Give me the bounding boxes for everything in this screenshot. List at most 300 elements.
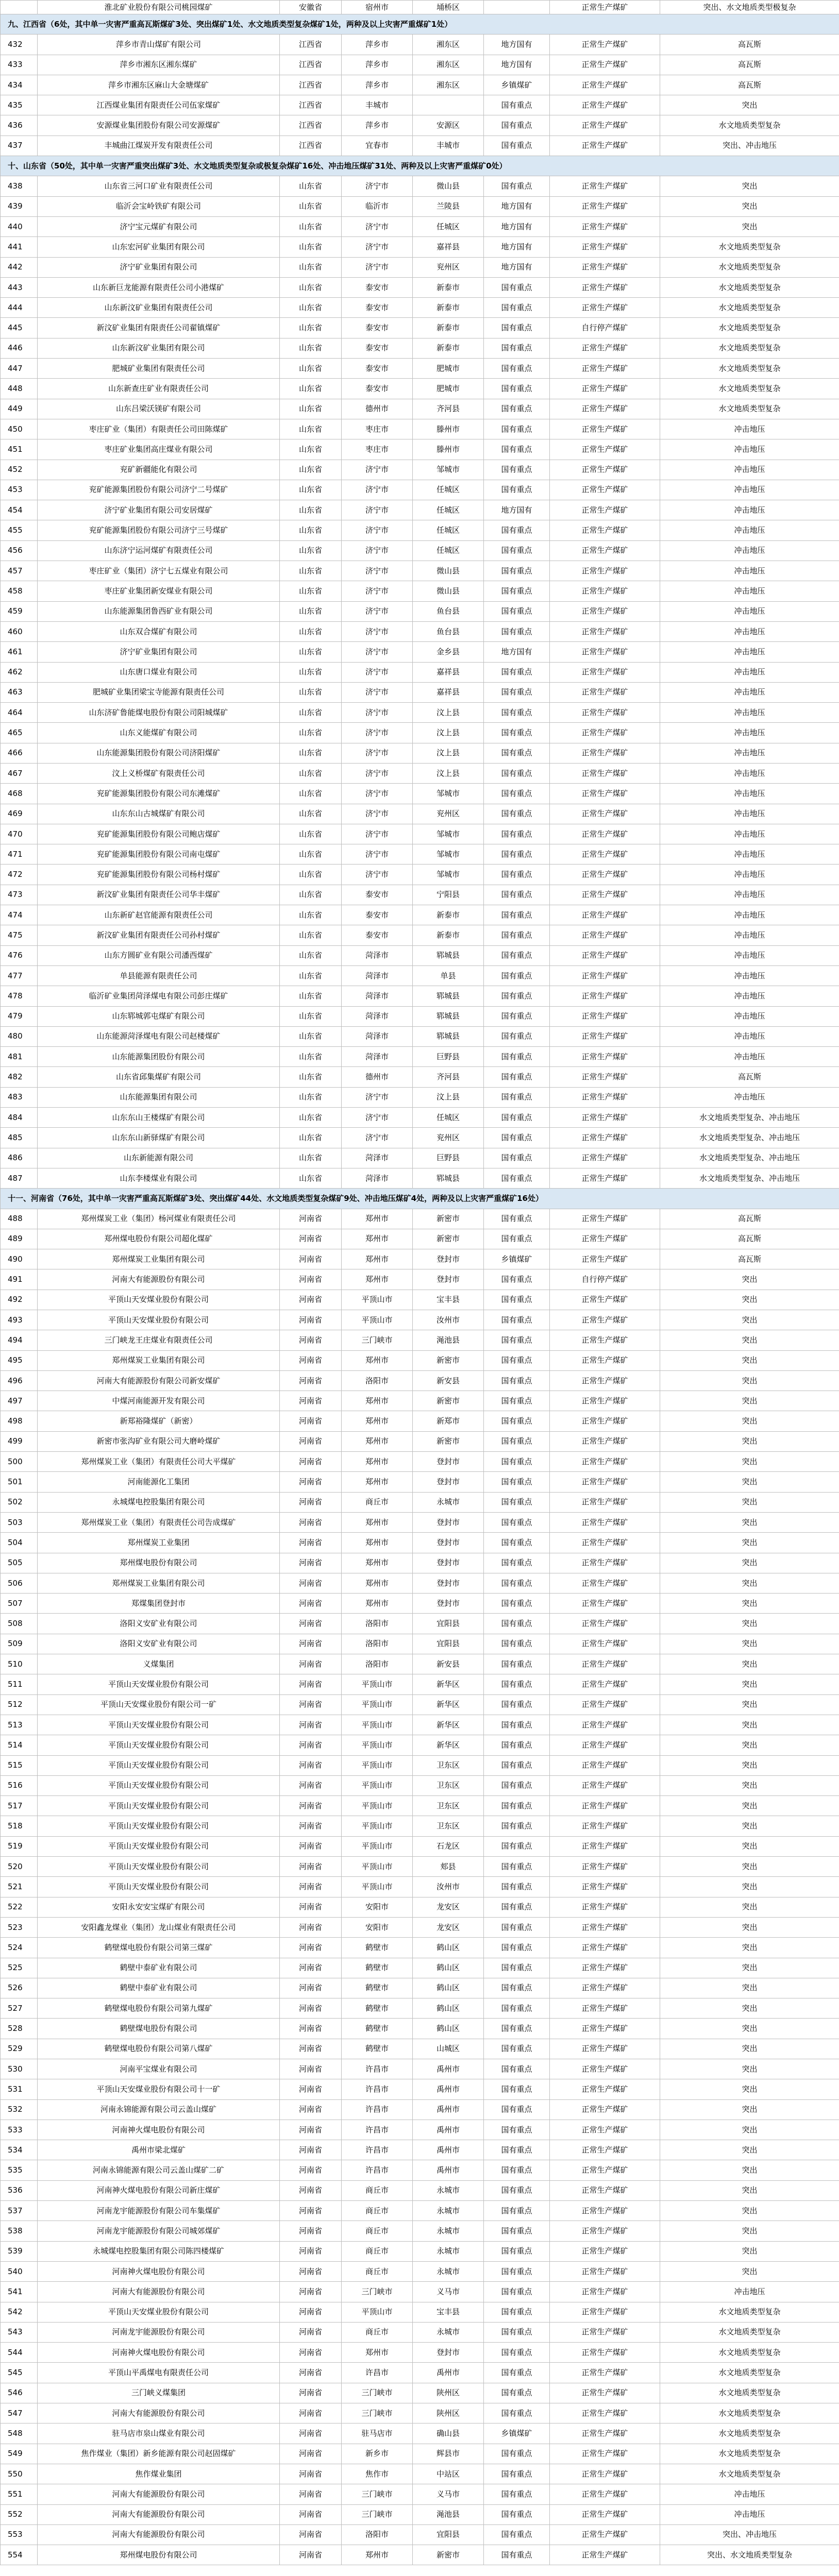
table-row <box>1 2383 839 2403</box>
row-number: 552 <box>1 2504 38 2524</box>
county: 微山县 <box>413 581 484 601</box>
province: 山东省 <box>280 865 342 885</box>
table-row <box>1 2160 839 2180</box>
county: 巨野县 <box>413 1148 484 1168</box>
row-number: 482 <box>1 1067 38 1087</box>
ownership: 国有重点 <box>484 2504 550 2524</box>
mine-name: 郑州煤炭工业集团 <box>38 1533 280 1553</box>
mine-name: 平顶山天安煤业股份有限公司 <box>38 1715 280 1735</box>
ownership: 国有重点 <box>484 359 550 379</box>
province: 河南省 <box>280 2444 342 2464</box>
county: 宜阳县 <box>413 1614 484 1634</box>
mine-name: 河南大有能源股份有限公司 <box>38 2504 280 2524</box>
row-number: 437 <box>1 135 38 156</box>
table-row <box>1 2504 839 2524</box>
production-status: 正常生产煤矿 <box>550 2201 660 2221</box>
city: 平顶山市 <box>342 1816 413 1836</box>
ownership: 国有重点 <box>484 925 550 945</box>
disaster-type: 水文地质类型复杂 <box>660 237 839 257</box>
ownership: 国有重点 <box>484 703 550 723</box>
county: 登封市 <box>413 2343 484 2363</box>
ownership: 国有重点 <box>484 1350 550 1370</box>
row-number: 459 <box>1 601 38 621</box>
disaster-type: 突出 <box>660 1594 839 1614</box>
ownership: 国有重点 <box>484 2261 550 2281</box>
row-number: 525 <box>1 1958 38 1978</box>
production-status: 正常生产煤矿 <box>550 986 660 1006</box>
mine-name: 郑州煤炭工业集团有限公司 <box>38 1249 280 1269</box>
disaster-type: 冲击地压 <box>660 1087 839 1107</box>
disaster-type: 冲击地压 <box>660 419 839 439</box>
row-number: 548 <box>1 2424 38 2444</box>
county: 新华区 <box>413 1735 484 1755</box>
mine-name: 山东新查庄矿业有限责任公司 <box>38 379 280 399</box>
county: 兖州区 <box>413 257 484 277</box>
ownership: 乡镇煤矿 <box>484 2424 550 2444</box>
county: 鹤山区 <box>413 1998 484 2019</box>
province: 山东省 <box>280 196 342 216</box>
province: 山东省 <box>280 621 342 641</box>
county: 卫东区 <box>413 1796 484 1816</box>
production-status: 正常生产煤矿 <box>550 1411 660 1431</box>
province: 河南省 <box>280 1857 342 1877</box>
disaster-type: 突出 <box>660 1816 839 1836</box>
table-row <box>1 1350 839 1370</box>
mine-name: 萍乡市青山煤矿有限公司 <box>38 35 280 55</box>
mine-name: 新密市张沟矿业有限公司大磨岭煤矿 <box>38 1431 280 1451</box>
table-row <box>1 784 839 804</box>
production-status: 正常生产煤矿 <box>550 2403 660 2424</box>
mine-name: 济宁矿业集团有限公司安居煤矿 <box>38 500 280 520</box>
production-status: 正常生产煤矿 <box>550 2140 660 2160</box>
city: 许昌市 <box>342 2079 413 2099</box>
mine-name: 三门峡龙王庄煤业有限责任公司 <box>38 1330 280 1350</box>
city: 安阳市 <box>342 1917 413 1937</box>
mine-name: 郑煤集团登封市 <box>38 1594 280 1614</box>
county: 丰城市 <box>413 135 484 156</box>
ownership: 国有重点 <box>484 1128 550 1148</box>
production-status: 正常生产煤矿 <box>550 1431 660 1451</box>
row-number: 434 <box>1 75 38 95</box>
disaster-type: 冲击地压 <box>660 480 839 500</box>
production-status: 正常生产煤矿 <box>550 1816 660 1836</box>
province: 河南省 <box>280 2241 342 2261</box>
province: 山东省 <box>280 399 342 419</box>
ownership: 国有重点 <box>484 1411 550 1431</box>
city: 郑州市 <box>342 1411 413 1431</box>
table-row <box>1 2241 839 2261</box>
mine-name: 鹤壁煤电股份有限公司第八煤矿 <box>38 2039 280 2059</box>
mine-name: 河南龙宇能源股份有限公司 <box>38 2322 280 2342</box>
province: 河南省 <box>280 1877 342 1897</box>
disaster-type: 冲击地压 <box>660 601 839 621</box>
row-number: 460 <box>1 621 38 641</box>
production-status: 正常生产煤矿 <box>550 1006 660 1026</box>
ownership: 国有重点 <box>484 1877 550 1897</box>
county: 埇桥区 <box>413 1 484 14</box>
table-row <box>1 1310 839 1330</box>
province: 山东省 <box>280 682 342 702</box>
table-row <box>1 1452 839 1472</box>
table-row <box>1 2099 839 2120</box>
disaster-type: 突出 <box>660 2201 839 2221</box>
province: 河南省 <box>280 1249 342 1269</box>
disaster-type: 突出 <box>660 1715 839 1735</box>
mine-name: 萍乡市湘东区湘东煤矿 <box>38 55 280 75</box>
province: 山东省 <box>280 520 342 540</box>
city: 菏泽市 <box>342 1168 413 1188</box>
disaster-type: 水文地质类型复杂 <box>660 2464 839 2484</box>
ownership: 国有重点 <box>484 135 550 156</box>
city: 新乡市 <box>342 2444 413 2464</box>
disaster-type: 突出 <box>660 1897 839 1917</box>
row-number: 491 <box>1 1269 38 1290</box>
production-status: 正常生产煤矿 <box>550 176 660 196</box>
mine-name: 山东唐口煤业有限公司 <box>38 662 280 682</box>
production-status: 正常生产煤矿 <box>550 621 660 641</box>
city: 商丘市 <box>342 1492 413 1512</box>
county: 辉县市 <box>413 2444 484 2464</box>
production-status: 正常生产煤矿 <box>550 2322 660 2342</box>
city: 萍乡市 <box>342 115 413 135</box>
row-number: 445 <box>1 318 38 338</box>
province: 河南省 <box>280 1209 342 1229</box>
row-number: 471 <box>1 844 38 865</box>
county: 兖州区 <box>413 804 484 824</box>
disaster-type: 突出 <box>660 1735 839 1755</box>
city: 济宁市 <box>342 682 413 702</box>
production-status: 正常生产煤矿 <box>550 216 660 236</box>
city: 郑州市 <box>342 2343 413 2363</box>
ownership: 国有重点 <box>484 419 550 439</box>
county: 金乡县 <box>413 642 484 662</box>
disaster-type: 冲击地压 <box>660 763 839 783</box>
county: 汶上县 <box>413 723 484 743</box>
row-number: 495 <box>1 1350 38 1370</box>
county: 永城市 <box>413 2322 484 2342</box>
mine-name: 鹤壁煤电股份有限公司 <box>38 2019 280 2039</box>
disaster-type: 突出 <box>660 1310 839 1330</box>
ownership: 乡镇煤矿 <box>484 1249 550 1269</box>
production-status: 正常生产煤矿 <box>550 844 660 865</box>
production-status: 正常生产煤矿 <box>550 1614 660 1634</box>
production-status: 正常生产煤矿 <box>550 1594 660 1614</box>
production-status: 正常生产煤矿 <box>550 2343 660 2363</box>
mine-name: 河南大有能源股份有限公司 <box>38 2403 280 2424</box>
table-row <box>1 379 839 399</box>
disaster-type: 水文地质类型复杂 <box>660 338 839 358</box>
table-row <box>1 2282 839 2302</box>
county: 湘东区 <box>413 75 484 95</box>
county: 滕州市 <box>413 419 484 439</box>
production-status: 正常生产煤矿 <box>550 1452 660 1472</box>
ownership: 国有重点 <box>484 540 550 561</box>
province: 山东省 <box>280 601 342 621</box>
ownership: 国有重点 <box>484 2282 550 2302</box>
disaster-type: 突出 <box>660 1431 839 1451</box>
county: 任城区 <box>413 540 484 561</box>
county: 确山县 <box>413 2424 484 2444</box>
table-row <box>1 1654 839 1674</box>
row-number: 533 <box>1 2120 38 2140</box>
section-header-row <box>1 14 839 35</box>
row-number: 509 <box>1 1634 38 1654</box>
mine-name: 兖矿能源集团股份有限公司济宁二号煤矿 <box>38 480 280 500</box>
ownership: 国有重点 <box>484 1108 550 1128</box>
production-status: 正常生产煤矿 <box>550 480 660 500</box>
row-number: 444 <box>1 298 38 318</box>
row-number: 472 <box>1 865 38 885</box>
city: 菏泽市 <box>342 1026 413 1046</box>
mine-name: 中煤河南能源开发有限公司 <box>38 1391 280 1411</box>
table-row <box>1 359 839 379</box>
table-row <box>1 1877 839 1897</box>
disaster-type: 水文地质类型复杂 <box>660 115 839 135</box>
mine-name: 河南神火煤电股份有限公司 <box>38 2261 280 2281</box>
disaster-type: 突出、冲击地压 <box>660 2524 839 2545</box>
province: 江西省 <box>280 95 342 115</box>
province: 河南省 <box>280 2464 342 2484</box>
row-number: 514 <box>1 1735 38 1755</box>
table-row <box>1 965 839 986</box>
county: 汝州市 <box>413 1877 484 1897</box>
row-number: 451 <box>1 439 38 460</box>
ownership: 国有重点 <box>484 1816 550 1836</box>
ownership: 国有重点 <box>484 1533 550 1553</box>
city: 德州市 <box>342 1067 413 1087</box>
province: 山东省 <box>280 844 342 865</box>
production-status: 正常生产煤矿 <box>550 945 660 965</box>
ownership: 国有重点 <box>484 1715 550 1735</box>
production-status: 正常生产煤矿 <box>550 1 660 14</box>
table-row <box>1 1168 839 1188</box>
city: 济宁市 <box>342 723 413 743</box>
disaster-type: 突出 <box>660 1775 839 1795</box>
production-status: 正常生产煤矿 <box>550 2524 660 2545</box>
county: 卫东区 <box>413 1775 484 1795</box>
ownership: 国有重点 <box>484 2160 550 2180</box>
row-number: 432 <box>1 35 38 55</box>
province: 河南省 <box>280 1310 342 1330</box>
city: 洛阳市 <box>342 1614 413 1634</box>
production-status: 正常生产煤矿 <box>550 2099 660 2120</box>
production-status: 正常生产煤矿 <box>550 925 660 945</box>
disaster-type: 突出 <box>660 1472 839 1492</box>
county: 肥城市 <box>413 359 484 379</box>
disaster-type: 冲击地压 <box>660 905 839 925</box>
province: 河南省 <box>280 1694 342 1715</box>
disaster-type: 突出 <box>660 1938 839 1958</box>
disaster-type: 高瓦斯 <box>660 75 839 95</box>
ownership: 国有重点 <box>484 1391 550 1411</box>
row-number: 518 <box>1 1816 38 1836</box>
row-number: 480 <box>1 1026 38 1046</box>
row-number: 544 <box>1 2343 38 2363</box>
row-number: 441 <box>1 237 38 257</box>
production-status: 正常生产煤矿 <box>550 1370 660 1391</box>
table-row <box>1 2322 839 2342</box>
ownership: 国有重点 <box>484 2383 550 2403</box>
mine-name: 禹州市梁北煤矿 <box>38 2140 280 2160</box>
city: 鹤壁市 <box>342 1998 413 2019</box>
table-row <box>1 986 839 1006</box>
province: 河南省 <box>280 2484 342 2504</box>
ownership: 国有重点 <box>484 1978 550 1998</box>
production-status: 正常生产煤矿 <box>550 824 660 844</box>
row-number: 490 <box>1 1249 38 1269</box>
mine-name: 鹤壁煤电股份有限公司第三煤矿 <box>38 1938 280 1958</box>
disaster-type: 水文地质类型复杂 <box>660 277 839 297</box>
ownership: 国有重点 <box>484 1573 550 1593</box>
ownership: 国有重点 <box>484 2140 550 2160</box>
province: 河南省 <box>280 2343 342 2363</box>
production-status: 正常生产煤矿 <box>550 399 660 419</box>
table-row <box>1 2079 839 2099</box>
province: 山东省 <box>280 763 342 783</box>
row-number: 469 <box>1 804 38 824</box>
mine-name: 郑州煤炭工业集团有限公司 <box>38 1350 280 1370</box>
disaster-type: 突出、水文地质类型极复杂 <box>660 1 839 14</box>
province: 河南省 <box>280 1492 342 1512</box>
table-row <box>1 480 839 500</box>
county: 新泰市 <box>413 298 484 318</box>
row-number: 497 <box>1 1391 38 1411</box>
table-row <box>1 196 839 216</box>
city: 洛阳市 <box>342 1634 413 1654</box>
table-row <box>1 419 839 439</box>
county: 禹州市 <box>413 2059 484 2079</box>
disaster-type: 突出 <box>660 1796 839 1816</box>
disaster-type: 水文地质类型复杂 <box>660 298 839 318</box>
production-status: 正常生产煤矿 <box>550 1128 660 1148</box>
ownership: 国有重点 <box>484 784 550 804</box>
city: 菏泽市 <box>342 965 413 986</box>
ownership: 国有重点 <box>484 1168 550 1188</box>
production-status: 自行停产煤矿 <box>550 318 660 338</box>
row-number: 436 <box>1 115 38 135</box>
county: 单县 <box>413 965 484 986</box>
mine-name: 山东省三河口矿业有限责任公司 <box>38 176 280 196</box>
mine-name: 河南神火煤电股份有限公司新庄煤矿 <box>38 2180 280 2200</box>
mine-name: 山东郓城郭屯煤矿有限公司 <box>38 1006 280 1026</box>
table-row <box>1 1370 839 1391</box>
province: 河南省 <box>280 2383 342 2403</box>
ownership: 地方国有 <box>484 257 550 277</box>
table-row <box>1 865 839 885</box>
county: 永城市 <box>413 2180 484 2200</box>
county: 任城区 <box>413 500 484 520</box>
row-number: 470 <box>1 824 38 844</box>
production-status: 正常生产煤矿 <box>550 1775 660 1795</box>
mine-name: 焦作煤业集团 <box>38 2464 280 2484</box>
section-header: 十、山东省（50处，其中单一灾害严重突出煤矿3处、水文地质类型复杂或极复杂煤矿16处、冲击地压煤矿31处、两种及以上灾害严重煤矿0处） <box>1 156 839 176</box>
row-number: 508 <box>1 1614 38 1634</box>
ownership: 国有重点 <box>484 1310 550 1330</box>
ownership: 国有重点 <box>484 1087 550 1107</box>
row-number: 498 <box>1 1411 38 1431</box>
ownership: 国有重点 <box>484 1614 550 1634</box>
province: 河南省 <box>280 1350 342 1370</box>
mine-name: 郑州煤电股份有限公司超化煤矿 <box>38 1229 280 1249</box>
row-number: 478 <box>1 986 38 1006</box>
ownership: 地方国有 <box>484 237 550 257</box>
mine-name: 鹤壁煤电股份有限公司第九煤矿 <box>38 1998 280 2019</box>
city: 泰安市 <box>342 379 413 399</box>
city: 商丘市 <box>342 2221 413 2241</box>
mine-name: 济宁矿业集团有限公司 <box>38 642 280 662</box>
table-row <box>1 1108 839 1128</box>
mine-name: 新汶矿业集团有限责任公司翟镇煤矿 <box>38 318 280 338</box>
table-row <box>1 257 839 277</box>
row-number: 467 <box>1 763 38 783</box>
table-row <box>1 2524 839 2545</box>
disaster-type: 冲击地压 <box>660 621 839 641</box>
city: 济宁市 <box>342 824 413 844</box>
city: 济宁市 <box>342 500 413 520</box>
mine-name: 安阳鑫龙煤业（集团）龙山煤业有限责任公司 <box>38 1917 280 1937</box>
city: 菏泽市 <box>342 1006 413 1026</box>
table-row <box>1 318 839 338</box>
disaster-type: 冲击地压 <box>660 2484 839 2504</box>
county: 宝丰县 <box>413 1290 484 1310</box>
table-row <box>1 55 839 75</box>
production-status: 正常生产煤矿 <box>550 1087 660 1107</box>
mine-name: 河南龙宇能源股份有限公司车集煤矿 <box>38 2201 280 2221</box>
production-status: 正常生产煤矿 <box>550 2504 660 2524</box>
city: 济宁市 <box>342 642 413 662</box>
table-row <box>1 2343 839 2363</box>
province: 河南省 <box>280 1391 342 1411</box>
city: 三门峡市 <box>342 2282 413 2302</box>
ownership: 国有重点 <box>484 945 550 965</box>
production-status: 正常生产煤矿 <box>550 2363 660 2383</box>
mine-name: 平顶山平禹煤电有限责任公司 <box>38 2363 280 2383</box>
province: 山东省 <box>280 1047 342 1067</box>
ownership: 国有重点 <box>484 865 550 885</box>
mine-name: 济宁矿业集团有限公司 <box>38 257 280 277</box>
ownership: 国有重点 <box>484 1857 550 1877</box>
disaster-type: 水文地质类型复杂 <box>660 2424 839 2444</box>
province: 河南省 <box>280 2019 342 2039</box>
city: 许昌市 <box>342 2160 413 2180</box>
production-status: 正常生产煤矿 <box>550 2241 660 2261</box>
row-number: 503 <box>1 1512 38 1532</box>
county: 石龙区 <box>413 1836 484 1856</box>
disaster-type: 水文地质类型复杂 <box>660 257 839 277</box>
mine-name: 山东李楼煤业有限公司 <box>38 1168 280 1188</box>
row-number: 487 <box>1 1168 38 1188</box>
ownership: 国有重点 <box>484 1512 550 1532</box>
table-row <box>1 945 839 965</box>
county: 新华区 <box>413 1674 484 1694</box>
county: 永城市 <box>413 1492 484 1512</box>
ownership: 国有重点 <box>484 1755 550 1775</box>
table-row <box>1 1411 839 1431</box>
county: 郓城县 <box>413 1006 484 1026</box>
table-row <box>1 2019 839 2039</box>
province: 河南省 <box>280 1452 342 1472</box>
production-status: 正常生产煤矿 <box>550 439 660 460</box>
mine-name: 平顶山天安煤业股份有限公司 <box>38 1816 280 1836</box>
disaster-type: 突出 <box>660 1998 839 2019</box>
table-row <box>1 2120 839 2140</box>
table-row <box>1 2302 839 2322</box>
province: 山东省 <box>280 945 342 965</box>
province: 江西省 <box>280 75 342 95</box>
mine-name: 永城煤电控股集团有限公司 <box>38 1492 280 1512</box>
city: 郑州市 <box>342 1594 413 1614</box>
production-status: 正常生产煤矿 <box>550 2444 660 2464</box>
